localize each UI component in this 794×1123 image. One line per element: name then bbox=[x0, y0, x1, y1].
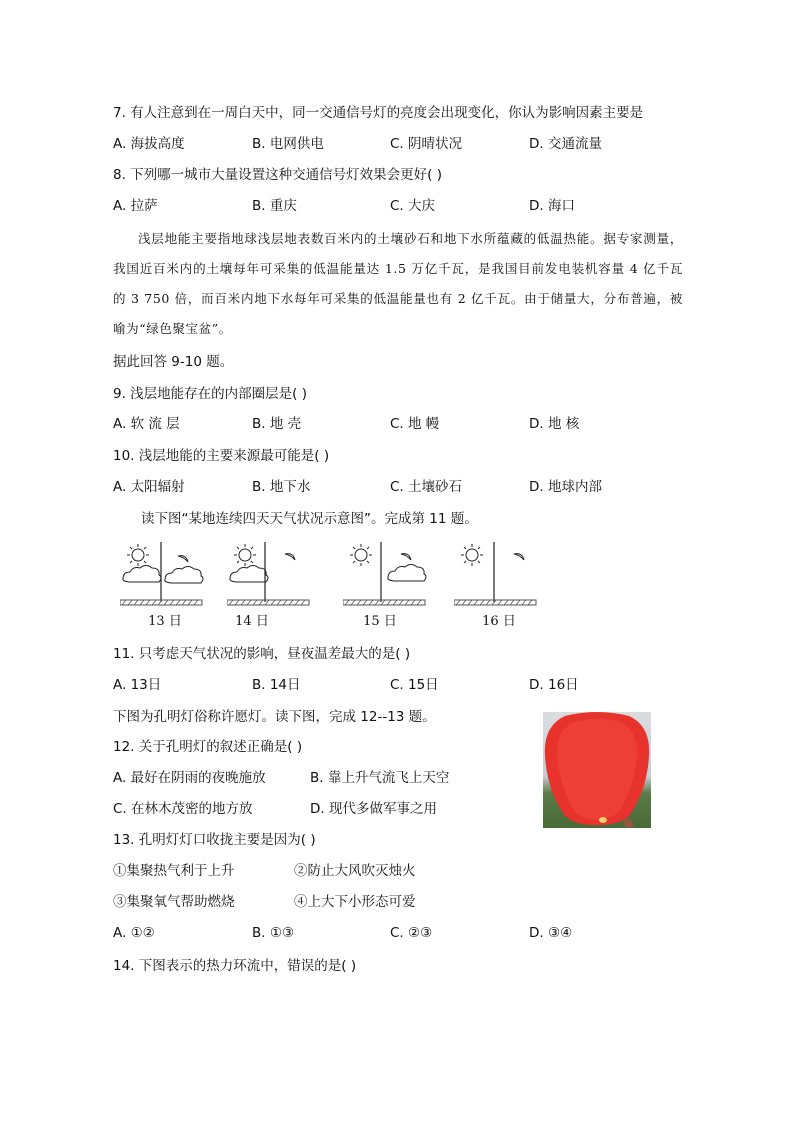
q13-item-3: ③集聚氧气帮助燃烧 bbox=[113, 894, 235, 910]
q13-option-c: C. ②③ bbox=[390, 925, 433, 941]
weather-date-15: 15 日 bbox=[363, 614, 397, 629]
q10-option-d: D. 地球内部 bbox=[529, 479, 602, 495]
q11-stem: 11. 只考虑天气状况的影响，昼夜温差最大的是( ) bbox=[113, 646, 411, 662]
q14-stem: 14. 下图表示的热力环流中，错误的是( ) bbox=[113, 958, 357, 974]
q9-option-c: C. 地 幔 bbox=[390, 416, 440, 432]
cloud-icon bbox=[123, 566, 161, 583]
q13-option-b: B. ①③ bbox=[252, 925, 295, 941]
q8-stem: 8. 下列哪一城市大量设置这种交通信号灯效果会更好( ) bbox=[113, 167, 442, 183]
weather-day-14 bbox=[227, 540, 317, 629]
q13-item-4: ④上大下小形态可爱 bbox=[294, 894, 416, 910]
weather-date-13: 13 日 bbox=[148, 614, 182, 629]
weather-date-14: 14 日 bbox=[235, 614, 269, 629]
q10-option-b: B. 地下水 bbox=[252, 479, 311, 495]
q9-option-d: D. 地 核 bbox=[529, 416, 580, 432]
q8-option-c: C. 大庆 bbox=[390, 198, 436, 214]
weather-day-15 bbox=[343, 540, 433, 629]
weather-day-13-diagram bbox=[120, 540, 210, 610]
reading-passage bbox=[113, 224, 683, 344]
q9-stem: 9. 浅层地能存在的内部圈层是( ) bbox=[113, 386, 307, 402]
q7-option-d: D. 交通流量 bbox=[529, 136, 602, 152]
q12-option-b: B. 靠上升气流飞上天空 bbox=[310, 770, 450, 786]
q13-option-d: D. ③④ bbox=[529, 925, 573, 941]
passage-instruction: 据此回答 9-10 题。 bbox=[113, 354, 234, 370]
q11-option-d: D. 16日 bbox=[529, 677, 579, 693]
q10-stem: 10. 浅层地能的主要来源最可能是( ) bbox=[113, 448, 330, 464]
moon-icon bbox=[401, 554, 411, 560]
sky-lantern-photo bbox=[543, 712, 651, 828]
weather-day-15-diagram bbox=[343, 540, 433, 610]
sun-icon bbox=[234, 544, 256, 566]
sun-icon bbox=[350, 544, 372, 566]
q13-item-1: ①集聚热气利于上升 bbox=[113, 863, 235, 879]
q12-option-c: C. 在林木茂密的地方放 bbox=[113, 801, 253, 817]
moon-icon bbox=[285, 554, 295, 560]
q7-option-c: C. 阴晴状况 bbox=[390, 136, 463, 152]
q8-option-d: D. 海口 bbox=[529, 198, 575, 214]
q7-option-a: A. 海拔高度 bbox=[113, 136, 185, 152]
q10-option-a: A. 太阳辐射 bbox=[113, 479, 185, 495]
passage-text: 浅层地能主要指地球浅层地表数百米内的土壤砂石和地下水所蕴藏的低温热能。据专家测量，我国近百米内的土壤每年可采集的低温能量达 1.5 万亿千瓦，是我国目前发电装机容量 4 亿千瓦的 3 750 倍，而百米内地下水每年可采集的低温能量也有 2 亿千瓦。由于储量大，分布普遍，被喻为“绿色聚宝盆”。 bbox=[113, 231, 683, 336]
weather-day-14-diagram bbox=[227, 540, 317, 610]
q13-stem: 13. 孔明灯灯口收拢主要是因为( ) bbox=[113, 832, 316, 848]
q7-option-b: B. 电网供电 bbox=[252, 136, 324, 152]
q13-option-a: A. ①② bbox=[113, 925, 155, 941]
q12-option-d: D. 现代多做军事之用 bbox=[310, 801, 437, 817]
q7-stem: 7. 有人注意到在一周白天中，同一交通信号灯的亮度会出现变化，你认为影响因素主要是 bbox=[113, 105, 644, 121]
cloud-icon bbox=[230, 566, 268, 583]
q13-item-2: ②防止大风吹灭烛火 bbox=[294, 863, 416, 879]
q8-option-a: A. 拉萨 bbox=[113, 198, 158, 214]
weather-day-16 bbox=[454, 540, 544, 629]
q8-option-b: B. 重庆 bbox=[252, 198, 297, 214]
q9-option-b: B. 地 壳 bbox=[252, 416, 302, 432]
moon-icon bbox=[178, 556, 188, 562]
q11-option-c: C. 15日 bbox=[390, 677, 439, 693]
weather-intro: 读下图“某地连续四天天气状况示意图”。完成第 11 题。 bbox=[141, 511, 478, 527]
cloud-icon bbox=[165, 567, 203, 584]
q10-option-c: C. 土壤砂石 bbox=[390, 479, 463, 495]
q11-option-b: B. 14日 bbox=[252, 677, 301, 693]
q9-option-a: A. 软 流 层 bbox=[113, 416, 180, 432]
sky-lantern-illustration bbox=[543, 712, 651, 828]
lantern-intro: 下图为孔明灯俗称许愿灯。读下图，完成 12--13 题。 bbox=[113, 709, 436, 725]
weather-date-16: 16 日 bbox=[482, 614, 516, 629]
moon-icon bbox=[514, 554, 524, 560]
weather-day-13 bbox=[120, 540, 210, 629]
sun-icon bbox=[461, 544, 483, 566]
q12-stem: 12. 关于孔明灯的叙述正确是( ) bbox=[113, 739, 303, 755]
cloud-icon bbox=[388, 565, 426, 582]
sun-icon bbox=[127, 544, 149, 566]
q12-option-a: A. 最好在阴雨的夜晚施放 bbox=[113, 770, 266, 786]
q11-option-a: A. 13日 bbox=[113, 677, 162, 693]
weather-day-16-diagram bbox=[454, 540, 544, 610]
